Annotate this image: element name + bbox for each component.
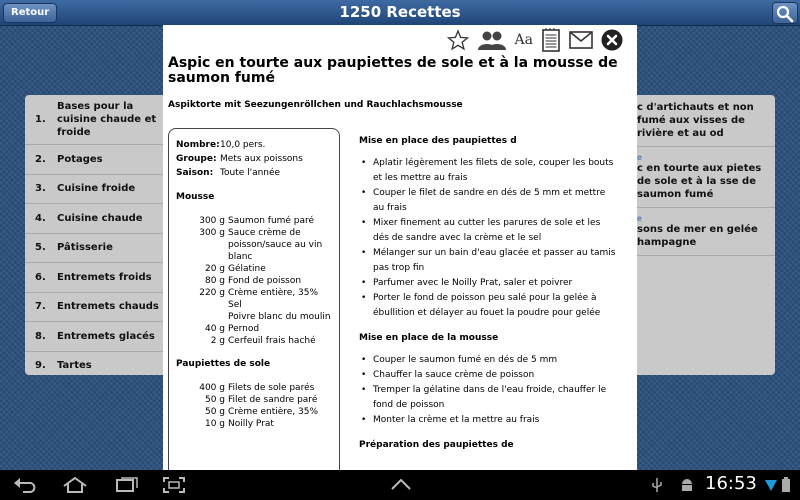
font-size-button[interactable]: Aa <box>514 32 533 48</box>
ingredient-quantity: 50 g <box>204 395 225 405</box>
step-item: • Monter la crème et la mettre au frais <box>373 413 619 428</box>
ingredient-row <box>176 394 332 406</box>
clock: 16:53 <box>705 473 757 494</box>
meta-value: Mets aux poissons <box>220 154 303 164</box>
result-category: e <box>637 214 642 223</box>
meta-key: Nombre: <box>176 140 220 150</box>
ingredient-row <box>176 299 332 311</box>
result-label: sons de mer en gelée hampagne <box>637 224 758 248</box>
ingredient-name: Fond de poisson <box>228 276 302 286</box>
ingredient-name: Noilly Prat <box>228 419 274 429</box>
ingredient-name: Cerfeuil frais haché <box>228 336 316 346</box>
contacts-icon[interactable] <box>477 29 507 51</box>
ingredient-name: Sel <box>228 300 242 310</box>
step-list <box>359 156 619 321</box>
top-bar <box>0 0 800 26</box>
result-item[interactable] <box>637 95 775 147</box>
step-item: • Couper le filet de sandre en dés de 5 mm et mettre au frais <box>373 186 619 216</box>
step-section-title: Mise en place des paupiettes d <box>359 136 517 146</box>
meta-key: Saison: <box>176 168 214 178</box>
category-label: Entremets glacés <box>57 330 155 342</box>
result-item[interactable] <box>637 208 775 256</box>
ingredient-name: Crème entière, 35% <box>228 407 319 417</box>
category-number: 9. <box>35 360 46 372</box>
category-label: Cuisine chaude <box>57 212 143 224</box>
step-item: • Porter le fond de poisson peu salé pour la gelée à ébullition et délayer au fouet la poudre pour gelée <box>373 291 619 321</box>
category-label: Cuisine froide <box>57 183 136 195</box>
ingredient-quantity: 80 g <box>204 276 225 286</box>
preparation-steps <box>359 128 619 470</box>
step-list <box>359 353 619 428</box>
ingredient-name: Sauce crème de poisson/sauce au vin blanc <box>228 228 323 262</box>
category-number: 5. <box>35 242 46 254</box>
step-item: • Mixer finement au cutter les parures de sole et les dés de sandre avec la crème et le sel <box>373 216 619 246</box>
android-icon <box>679 477 695 493</box>
meta-row <box>176 138 332 152</box>
category-label: Tartes <box>57 360 92 372</box>
category-item[interactable] <box>25 263 165 293</box>
ingredient-quantity: 2 g <box>210 336 225 346</box>
usb-icon <box>650 477 664 493</box>
recipe-title: Aspic en tourte aux paupiettes de sole et à la mousse de saumon fumé <box>168 55 618 86</box>
ingredient-row <box>176 275 332 287</box>
search-button[interactable] <box>772 2 798 24</box>
step-item: • Parfumer avec le Noilly Prat, saler et poivrer <box>373 276 619 291</box>
category-number: 6. <box>35 271 46 283</box>
screenshot-icon[interactable] <box>163 477 185 493</box>
ingredient-row <box>176 227 332 263</box>
ingredient-quantity: 20 g <box>204 264 225 274</box>
ingredient-row <box>176 382 332 394</box>
mail-icon[interactable] <box>569 31 593 49</box>
ingredient-row <box>176 418 332 430</box>
ingredient-name: Poivre blanc du moulin <box>228 312 331 322</box>
ingredient-section-title: Paupiettes de sole <box>176 359 271 369</box>
ingredient-row <box>176 287 332 299</box>
ingredient-row <box>176 215 332 227</box>
result-list <box>637 95 775 375</box>
app-title: 1250 Recettes <box>339 3 461 21</box>
category-item[interactable] <box>25 95 165 145</box>
ingredient-quantity: 40 g <box>204 324 225 334</box>
ingredient-row <box>176 263 332 275</box>
category-number: 8. <box>35 330 46 342</box>
ingredient-name: Pernod <box>228 324 260 334</box>
search-icon <box>773 3 797 23</box>
ingredient-quantity: 220 g <box>199 288 225 298</box>
back-button[interactable]: Retour <box>3 3 57 23</box>
ingredient-quantity <box>176 311 228 323</box>
ingredient-quantity: 300 g <box>199 216 225 226</box>
category-label: Entremets chauds <box>57 301 159 313</box>
ingredient-quantity: 50 g <box>204 407 225 417</box>
category-item[interactable] <box>25 234 165 264</box>
star-icon[interactable] <box>447 29 469 51</box>
step-item: • Chauffer la sauce crème de poisson <box>373 368 619 383</box>
wifi-icon <box>764 477 778 493</box>
result-label: c en tourte aux pietes de sole et à la sse de saumon fumé <box>637 163 762 200</box>
chevron-up-icon[interactable] <box>390 477 412 491</box>
category-number: 4. <box>35 212 46 224</box>
system-bar <box>0 470 800 500</box>
meta-key: Groupe: <box>176 154 217 164</box>
category-label: Pâtisserie <box>57 242 113 254</box>
ingredient-name: Filets de sole parés <box>228 383 315 393</box>
ingredient-name: Gélatine <box>228 264 266 274</box>
category-item[interactable] <box>25 352 165 376</box>
category-item[interactable] <box>25 293 165 323</box>
home-icon[interactable] <box>62 477 88 493</box>
category-number: 7. <box>35 301 46 313</box>
category-list <box>25 95 165 375</box>
ingredient-quantity: 400 g <box>199 383 225 393</box>
ingredient-name: Saumon fumé paré <box>228 216 315 226</box>
ingredient-name: Filet de sandre paré <box>228 395 318 405</box>
close-icon[interactable] <box>601 29 623 51</box>
step-item: • Aplatir légèrement les filets de sole, couper les bouts et les mettre au frais <box>373 156 619 186</box>
category-number: 1. <box>35 114 46 125</box>
category-number: 3. <box>35 183 46 195</box>
ingredient-row <box>176 335 332 347</box>
ingredient-row <box>176 406 332 418</box>
recent-apps-icon[interactable] <box>115 477 139 493</box>
recipe-toolbar <box>447 28 623 52</box>
category-item[interactable] <box>25 322 165 352</box>
result-category: e <box>637 153 642 162</box>
battery-icon <box>781 477 791 493</box>
category-label: Entremets froids <box>57 271 152 283</box>
ingredients-box <box>168 128 340 470</box>
category-item[interactable] <box>25 175 165 205</box>
ingredient-row <box>176 323 332 335</box>
category-item[interactable] <box>25 145 165 175</box>
result-label: c d'artichauts et non fumé aux visses de rivière et au od <box>637 102 754 139</box>
step-item: • Tremper la gélatine dans de l'eau froide, chauffer le fond de poisson <box>373 383 619 413</box>
meta-row <box>176 166 332 180</box>
meta-row <box>176 152 332 166</box>
step-item: • Couper le saumon fumé en dés de 5 mm <box>373 353 619 368</box>
category-label: Bases pour la cuisine chaude et froide <box>57 101 157 138</box>
ingredient-quantity <box>176 299 228 311</box>
step-section-title: Mise en place de la mousse <box>359 333 499 343</box>
meta-value: 10,0 pers. <box>220 140 266 150</box>
recipe-subtitle: Aspiktorte mit Seezungenröllchen und Rauchlachsmousse <box>168 100 463 110</box>
category-number: 2. <box>35 153 46 165</box>
ingredient-name: Crème entière, 35% <box>228 288 319 298</box>
category-label: Potages <box>57 153 103 165</box>
meta-value: Toute l'année <box>220 168 281 178</box>
result-item[interactable] <box>637 147 775 208</box>
ingredient-row <box>176 311 332 323</box>
ingredient-section-title: Mousse <box>176 192 215 202</box>
notepad-icon[interactable] <box>541 28 561 52</box>
step-section-title: Préparation des paupiettes de <box>359 440 514 450</box>
back-nav-icon[interactable] <box>13 477 39 493</box>
category-item[interactable] <box>25 204 165 234</box>
recipe-modal <box>163 25 637 470</box>
ingredient-quantity: 300 g <box>199 228 225 238</box>
ingredient-quantity: 10 g <box>204 419 225 429</box>
step-item: • Mélanger sur un bain d'eau glacée et passer au tamis pas trop fin <box>373 246 619 276</box>
